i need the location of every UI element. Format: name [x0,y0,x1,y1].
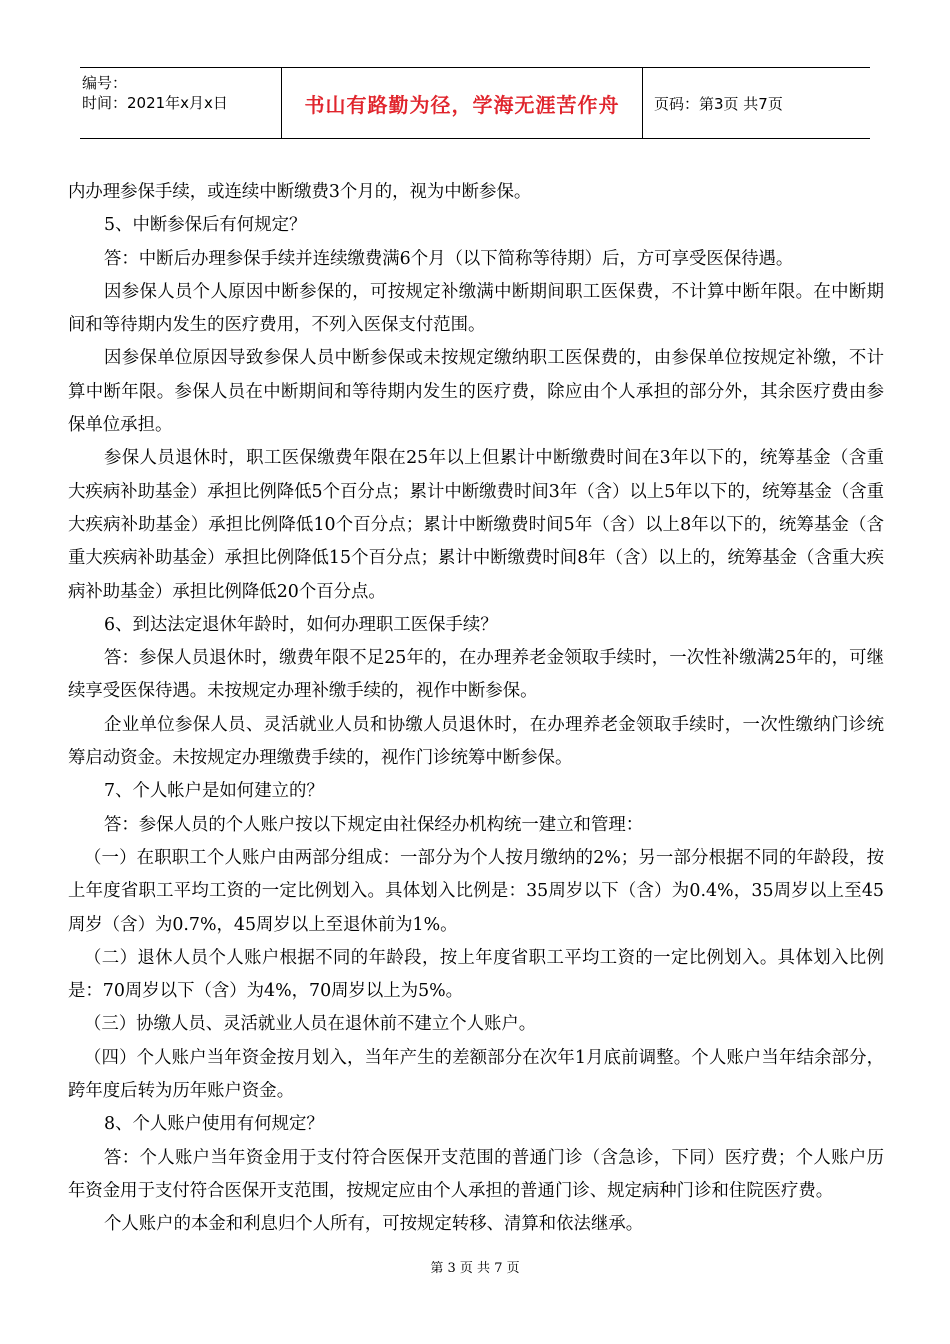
list-item: （四）个人账户当年资金按月划入，当年产生的差额部分在次年1月底前调整。个人账户当年结余部分，跨年度后转为历年账户资金。 [68,1047,884,1102]
paragraph: 内办理参保手续，或连续中断缴费3个月的，视为中断参保。 [68,182,532,202]
header-meta [80,68,280,138]
paragraph: 答：参保人员的个人账户按以下规定由社保经办机构统一建立和管理： [104,814,644,835]
date-label: 时间：2021年x月x日 [82,94,228,112]
document-body [68,176,884,1242]
question-heading: 5、中断参保后有何规定？ [104,215,307,236]
question-heading: 7、个人帐户是如何建立的？ [104,781,324,802]
page-footer [0,1257,950,1276]
paragraph: 答：中断后办理参保手续并连续缴费满6个月（以下简称等待期）后，方可享受医保待遇。 [104,248,794,269]
list-item: （二）退休人员个人账户根据不同的年龄段，按上年度省职工平均工资的一定比例划入。具体划入比例是：70周岁以下（含）为4%，70周岁以上为5%。 [68,947,884,1002]
paragraph: 个人账户的本金和利息归个人所有，可按规定转移、清算和依法继承。 [104,1214,644,1235]
footer-page-number: 第 3 页 共 7 页 [430,1261,520,1276]
header-motto-cell [281,68,643,138]
paragraph: 因参保人员个人原因中断参保的，可按规定补缴满中断期间职工医保费，不计算中断年限。在中断期间和等待期内发生的医疗费用，不列入医保支付范围。 [68,281,884,336]
paragraph: 答：个人账户当年资金用于支付符合医保开支范围的普通门诊（含急诊，下同）医疗费；个人账户历年资金用于支付符合医保开支范围，按规定应由个人承担的普通门诊、规定病种门诊和住院医疗费。 [68,1147,884,1201]
paragraph: 因参保单位原因导致参保人员中断参保或未按规定缴纳职工医保费的，由参保单位按规定补缴，不计算中断年限。参保人员在中断期间和等待期内发生的医疗费，除应由个人承担的部分外，其余医疗费由参保单位承担。 [68,348,884,436]
header-page-label: 页码：第3页 共7页 [654,94,783,113]
header-page-cell [642,68,870,138]
list-item: （三）协缴人员、灵活就业人员在退休前不建立个人账户。 [84,1014,537,1035]
number-label: 编号： [82,74,128,92]
page-header [80,67,870,139]
question-heading: 8、个人账户使用有何规定？ [104,1114,324,1135]
paragraph: 企业单位参保人员、灵活就业人员和协缴人员退休时，在办理养老金领取手续时，一次性缴纳门诊统筹启动资金。未按规定办理缴费手续的，视作门诊统筹中断参保。 [68,714,884,769]
paragraph: 参保人员退休时，职工医保缴费年限在25年以上但累计中断缴费时间在3年以下的，统筹基金（含重大疾病补助基金）承担比例降低5个百分点；累计中断缴费时间3年（含）以上5年以下的，统筹基金（含重大疾病补助基金）承担比例降低10个百分点；累计中断缴费时间5年（含）以上8年以下的，统筹基金（含重大疾病补助基金）承担比例降低15个百分点；累计中断缴费时间8年（含）以上的，统筹基金（含重大疾病补助基金）承担比例降低20个百分点。 [68,448,884,602]
list-item: （一）在职职工个人账户由两部分组成：一部分为个人按月缴纳的2%；另一部分根据不同的年龄段，按上年度省职工平均工资的一定比例划入。具体划入比例是：35周岁以下（含）为0.4%，35周岁以上至45周岁（含）为0.7%，45周岁以上至退休前为1%。 [68,847,884,935]
paragraph: 答：参保人员退休时，缴费年限不足25年的，在办理养老金领取手续时，一次性补缴满25年的，可继续享受医保待遇。未按规定办理补缴手续的，视作中断参保。 [68,648,884,702]
header-motto: 书山有路勤为径，学海无涯苦作舟 [304,92,620,117]
question-heading: 6、到达法定退休年龄时，如何办理职工医保手续？ [104,614,498,635]
